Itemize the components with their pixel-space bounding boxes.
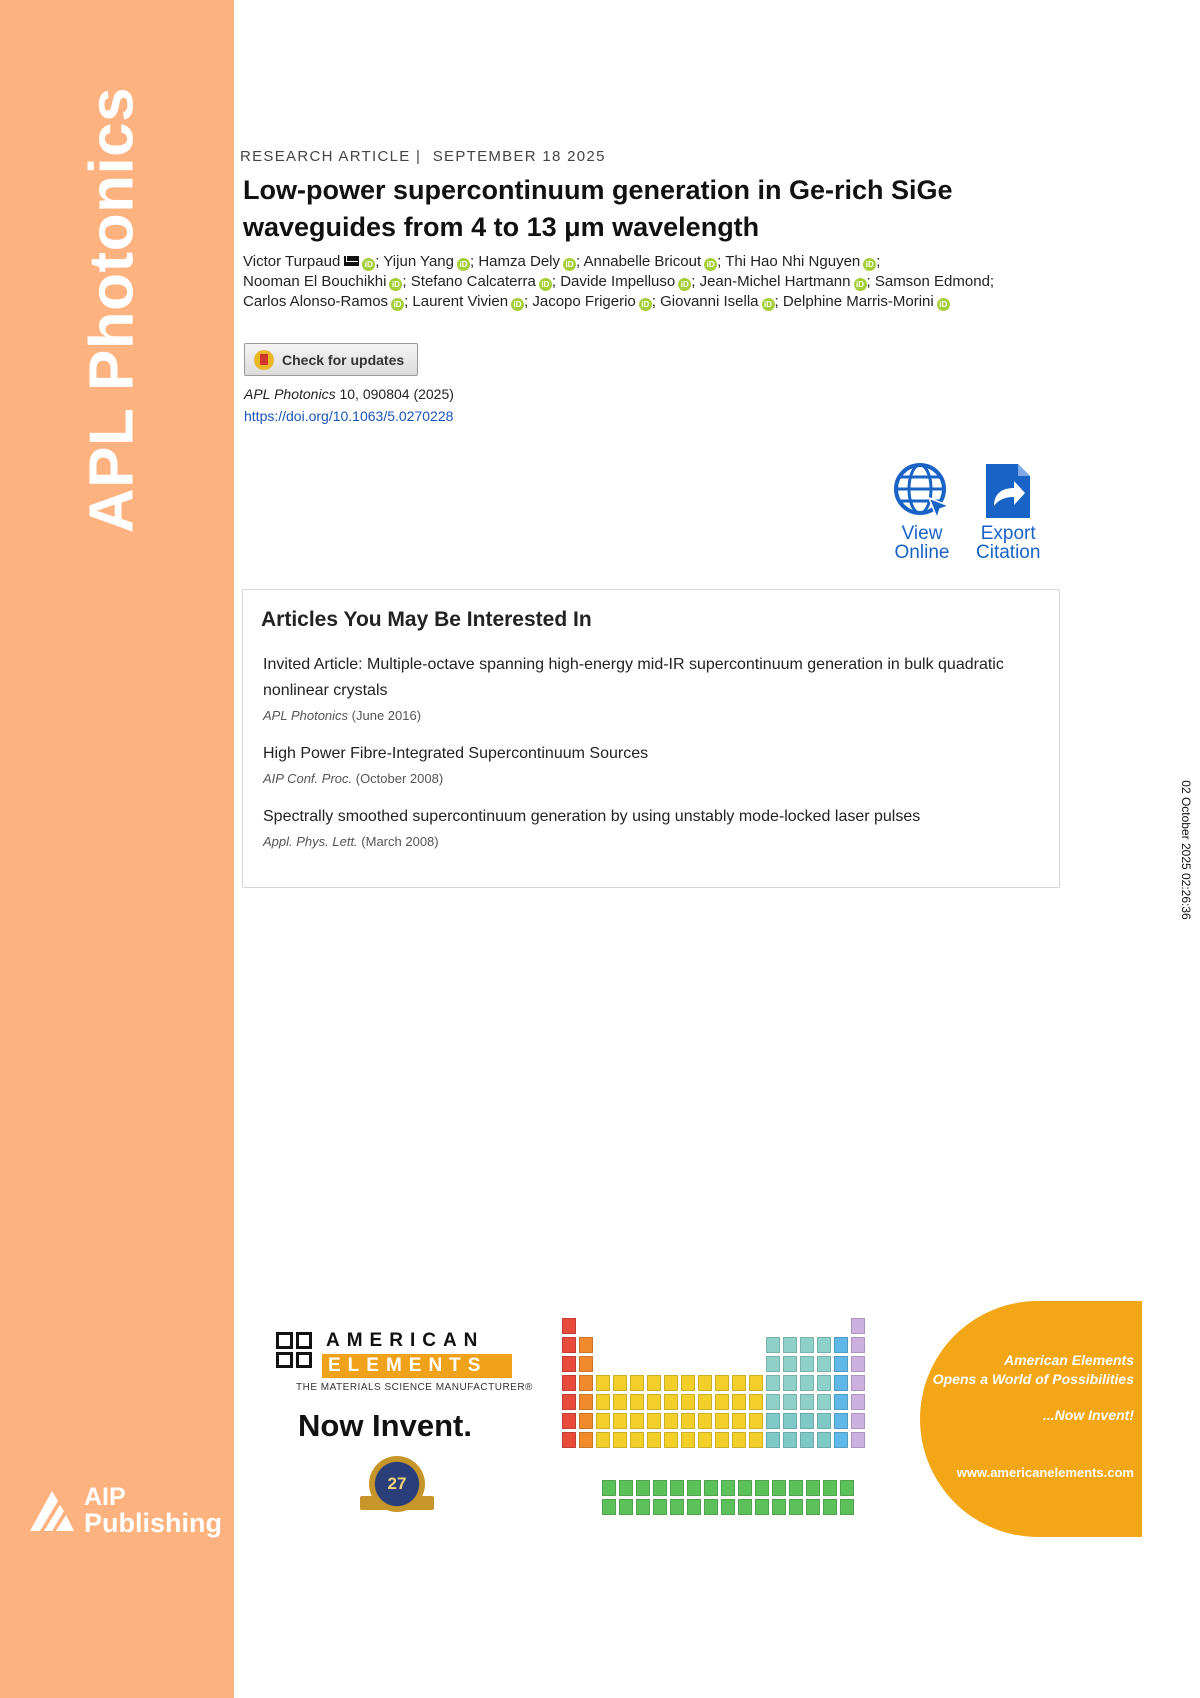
element-cell <box>647 1432 661 1448</box>
element-cell <box>800 1337 814 1353</box>
author[interactable] <box>660 293 774 310</box>
element-cell <box>772 1480 786 1496</box>
orcid-icon[interactable]: iD <box>639 298 652 311</box>
element-cell <box>613 1432 627 1448</box>
ad-now-invent: ...Now Invent! <box>1043 1407 1134 1423</box>
orcid-icon[interactable]: iD <box>762 298 775 311</box>
article-type: RESEARCH ARTICLE | <box>240 148 422 165</box>
element-cell <box>783 1375 797 1391</box>
element-cell <box>766 1394 780 1410</box>
element-cell <box>698 1432 712 1448</box>
globe-icon <box>893 462 951 520</box>
element-cell <box>817 1432 831 1448</box>
element-cell <box>800 1375 814 1391</box>
element-cell <box>834 1337 848 1353</box>
element-cell <box>579 1394 593 1410</box>
author[interactable] <box>412 293 524 310</box>
element-cell <box>562 1375 576 1391</box>
orcid-icon[interactable]: iD <box>539 278 552 291</box>
element-cell <box>823 1480 837 1496</box>
author-name[interactable]: Thi Hao Nhi Nguyen <box>725 253 861 270</box>
author[interactable] <box>783 293 950 310</box>
ad-slogan: Now Invent. <box>298 1408 472 1443</box>
export-label: Export <box>980 523 1036 544</box>
element-cell <box>698 1413 712 1429</box>
element-cell <box>619 1499 633 1515</box>
element-cell <box>579 1432 593 1448</box>
related-article-title[interactable]: Spectrally smoothed supercontinuum generation by using unstably mode-locked laser pulses <box>263 808 921 825</box>
ad-brand-line2: ELEMENTS <box>322 1354 512 1378</box>
related-article[interactable] <box>263 804 1033 849</box>
author-name[interactable]: Davide Impelluso <box>560 273 676 290</box>
element-cell <box>800 1432 814 1448</box>
view-online-button[interactable] <box>893 462 951 562</box>
element-cell <box>681 1394 695 1410</box>
element-cell <box>732 1375 746 1391</box>
related-article-date: (October 2008) <box>355 771 444 786</box>
element-cell <box>715 1413 729 1429</box>
element-cell <box>664 1432 678 1448</box>
element-cell <box>670 1499 684 1515</box>
element-cell <box>732 1394 746 1410</box>
related-articles-heading: Articles You May Be Interested In <box>261 608 592 631</box>
element-cell <box>715 1375 729 1391</box>
element-cell <box>766 1375 780 1391</box>
element-cell <box>721 1499 735 1515</box>
element-cell <box>664 1375 678 1391</box>
ad-brand-line1: AMERICAN <box>326 1330 485 1351</box>
element-cell <box>630 1394 644 1410</box>
author-name[interactable]: Laurent Vivien <box>412 293 509 310</box>
element-cell <box>562 1413 576 1429</box>
related-article-source <box>263 771 1033 786</box>
author-name[interactable]: Victor Turpaud <box>243 253 341 270</box>
article-type-line <box>240 148 606 165</box>
element-cell <box>670 1480 684 1496</box>
orcid-icon[interactable]: iD <box>704 258 717 271</box>
related-article-journal: AIP Conf. Proc. <box>263 771 353 786</box>
orcid-icon[interactable]: iD <box>563 258 576 271</box>
journal-name: APL Photonics <box>77 86 147 534</box>
element-cell <box>613 1375 627 1391</box>
author[interactable] <box>560 273 691 290</box>
element-cell <box>630 1413 644 1429</box>
element-cell <box>749 1413 763 1429</box>
element-cell <box>817 1375 831 1391</box>
element-cell <box>851 1356 865 1372</box>
element-cell <box>755 1499 769 1515</box>
author[interactable] <box>584 253 718 270</box>
element-cell <box>613 1413 627 1429</box>
author-name[interactable]: Carlos Alonso-Ramos <box>243 293 389 310</box>
element-cell <box>851 1318 865 1334</box>
element-cell <box>789 1499 803 1515</box>
element-cell <box>562 1432 576 1448</box>
element-cell <box>698 1375 712 1391</box>
element-cell <box>851 1375 865 1391</box>
element-cell <box>834 1413 848 1429</box>
element-cell <box>653 1499 667 1515</box>
online-label: Online <box>894 542 950 563</box>
element-cell <box>800 1394 814 1410</box>
related-article[interactable] <box>263 741 1033 786</box>
related-article-journal: Appl. Phys. Lett. <box>263 834 358 849</box>
element-cell <box>800 1413 814 1429</box>
element-cell <box>636 1499 650 1515</box>
journal-sidebar <box>0 0 234 1698</box>
related-article-date: (March 2008) <box>361 834 439 849</box>
author[interactable] <box>725 253 876 270</box>
email-icon[interactable] <box>344 256 359 266</box>
element-cell <box>749 1394 763 1410</box>
element-cell <box>619 1480 633 1496</box>
related-article-source <box>263 708 1033 723</box>
ad-opens-line2: Opens a World of Possibilities <box>932 1371 1134 1387</box>
element-cell <box>596 1413 610 1429</box>
element-cell <box>721 1480 735 1496</box>
element-cell <box>806 1499 820 1515</box>
export-citation-button[interactable] <box>976 462 1040 562</box>
ad-url[interactable]: www.americanelements.com <box>956 1465 1134 1480</box>
check-for-updates-label: Check for updates <box>282 351 405 368</box>
author[interactable] <box>532 293 651 310</box>
american-elements-ad[interactable] <box>266 1290 1142 1550</box>
related-article[interactable] <box>263 652 1033 723</box>
element-cell <box>834 1356 848 1372</box>
article-date: SEPTEMBER 18 2025 <box>432 148 606 165</box>
author-list: Victor Turpaud iD ; Yijun Yang iD ; Hamza Dely iD ; Annabelle Bricout iD ; Thi Hao Nhi Nguyen iD ; Nooman El Bouchikhi iD ; Stefano Calcaterra iD ; Davide Impelluso iD ; Jean-Michel Hartmann iD ; Samson Edmond; Carlos Alonso-Ramos iD ; Laurent Vivien iD ; Jacopo Frigerio iD ; Giovanni Isella iD ; Delphine Marris-Morini iD <box>243 253 995 310</box>
element-cell <box>698 1394 712 1410</box>
author-name[interactable]: Hamza Dely <box>478 253 561 270</box>
element-cell <box>840 1499 854 1515</box>
related-article-title[interactable]: Invited Article: Multiple-octave spanning high-energy mid-IR supercontinuum generation in bulk quadratic nonlinear crystals <box>263 656 1004 699</box>
author-name[interactable]: Giovanni Isella <box>660 293 759 310</box>
element-cell <box>766 1356 780 1372</box>
element-cell <box>664 1413 678 1429</box>
element-cell <box>732 1432 746 1448</box>
download-timestamp: 02 October 2025 02:26:36 <box>1179 780 1193 920</box>
element-cell <box>630 1375 644 1391</box>
orcid-icon[interactable]: iD <box>511 298 524 311</box>
element-cell <box>579 1337 593 1353</box>
view-label: View <box>901 523 943 544</box>
aip-publishing-logo[interactable] <box>28 1484 222 1536</box>
author-name[interactable]: Samson Edmond <box>874 273 990 290</box>
element-cell <box>834 1375 848 1391</box>
citation <box>244 386 454 402</box>
element-cell <box>823 1499 837 1515</box>
anniversary-seal: 27 <box>369 1456 425 1512</box>
element-cell <box>749 1432 763 1448</box>
author[interactable] <box>243 253 375 270</box>
related-article-date: (June 2016) <box>351 708 422 723</box>
publishing-logo-text: Publishing <box>84 1508 222 1538</box>
element-cell <box>579 1413 593 1429</box>
element-cell <box>681 1375 695 1391</box>
related-article-title[interactable]: High Power Fibre-Integrated Supercontinuum Sources <box>263 745 649 762</box>
ad-orange-panel <box>920 1301 1142 1537</box>
author-name[interactable]: Yijun Yang <box>383 253 454 270</box>
author-name[interactable]: Stefano Calcaterra <box>410 273 536 290</box>
element-cell <box>562 1337 576 1353</box>
author[interactable] <box>700 273 867 290</box>
element-cell <box>783 1432 797 1448</box>
author[interactable] <box>243 293 404 310</box>
element-cell <box>579 1356 593 1372</box>
author[interactable] <box>243 273 402 290</box>
element-cell <box>687 1499 701 1515</box>
orcid-icon[interactable]: iD <box>362 258 375 271</box>
element-cell <box>562 1394 576 1410</box>
orcid-icon[interactable]: iD <box>391 298 404 311</box>
author[interactable] <box>383 253 470 270</box>
element-cell <box>562 1318 576 1334</box>
element-cell <box>766 1413 780 1429</box>
element-cell <box>834 1432 848 1448</box>
element-cell <box>636 1480 650 1496</box>
ad-opens-line1: American Elements <box>1004 1352 1134 1368</box>
element-cell <box>630 1432 644 1448</box>
author-name[interactable]: Annabelle Bricout <box>583 253 702 270</box>
element-cell <box>783 1337 797 1353</box>
article-title: Low-power supercontinuum generation in Ge-rich SiGe waveguides from 4 to 13 μm wavelength <box>243 175 953 242</box>
element-cell <box>851 1394 865 1410</box>
element-cell <box>647 1413 661 1429</box>
author-name[interactable]: Delphine Marris-Morini <box>782 293 934 310</box>
element-cell <box>715 1432 729 1448</box>
element-cell <box>579 1375 593 1391</box>
element-cell <box>817 1394 831 1410</box>
author[interactable] <box>478 253 576 270</box>
aip-logo-icon <box>28 1487 76 1533</box>
element-cell <box>817 1337 831 1353</box>
element-cell <box>783 1413 797 1429</box>
related-articles-panel <box>242 589 1060 888</box>
element-cell <box>653 1480 667 1496</box>
element-cell <box>800 1356 814 1372</box>
crossmark-icon <box>254 350 274 370</box>
element-cell <box>647 1394 661 1410</box>
element-cell <box>562 1356 576 1372</box>
element-cell <box>732 1413 746 1429</box>
citation-label: Citation <box>976 542 1041 563</box>
element-cell <box>596 1394 610 1410</box>
element-cell <box>738 1480 752 1496</box>
element-cell <box>664 1394 678 1410</box>
doi-link[interactable]: https://doi.org/10.1063/5.0270228 <box>244 408 454 424</box>
element-cell <box>704 1480 718 1496</box>
element-cell <box>755 1480 769 1496</box>
element-cell <box>596 1432 610 1448</box>
element-cell <box>851 1432 865 1448</box>
element-cell <box>647 1375 661 1391</box>
author[interactable] <box>875 273 990 290</box>
element-cell <box>834 1394 848 1410</box>
element-cell <box>806 1480 820 1496</box>
element-cell <box>851 1337 865 1353</box>
element-cell <box>789 1480 803 1496</box>
related-article-source <box>263 834 1033 849</box>
author-name[interactable]: Jean-Michel Hartmann <box>699 273 851 290</box>
element-cell <box>783 1394 797 1410</box>
element-cell <box>817 1356 831 1372</box>
author[interactable] <box>411 273 552 290</box>
ad-opens-text <box>933 1351 1134 1389</box>
element-cell <box>817 1413 831 1429</box>
citation-journal: APL Photonics <box>244 386 336 402</box>
orcid-icon[interactable]: iD <box>457 258 470 271</box>
element-cell <box>738 1499 752 1515</box>
orcid-icon[interactable]: iD <box>678 278 691 291</box>
periodic-table-graphic <box>562 1318 872 1536</box>
aip-logo-text: AIP <box>84 1483 126 1511</box>
citation-volume: 10, 090804 (2025) <box>339 386 454 402</box>
american-elements-logo-icon <box>276 1332 312 1368</box>
element-cell <box>715 1394 729 1410</box>
ad-tagline: THE MATERIALS SCIENCE MANUFACTURER® <box>296 1382 533 1393</box>
element-cell <box>681 1432 695 1448</box>
orcid-icon[interactable]: iD <box>937 298 950 311</box>
element-cell <box>840 1480 854 1496</box>
element-cell <box>783 1356 797 1372</box>
element-cell <box>602 1499 616 1515</box>
author-name[interactable]: Jacopo Frigerio <box>532 293 636 310</box>
element-cell <box>766 1337 780 1353</box>
element-cell <box>766 1432 780 1448</box>
element-cell <box>602 1480 616 1496</box>
element-cell <box>704 1499 718 1515</box>
element-cell <box>749 1375 763 1391</box>
orcid-icon[interactable]: iD <box>863 258 876 271</box>
element-cell <box>772 1499 786 1515</box>
check-for-updates-button[interactable] <box>244 343 418 376</box>
element-cell <box>596 1375 610 1391</box>
element-cell <box>681 1413 695 1429</box>
element-cell <box>687 1480 701 1496</box>
orcid-icon[interactable]: iD <box>854 278 867 291</box>
related-article-journal: APL Photonics <box>263 708 349 723</box>
element-cell <box>851 1413 865 1429</box>
export-document-icon <box>984 462 1032 520</box>
element-cell <box>613 1394 627 1410</box>
author-name[interactable]: Nooman El Bouchikhi <box>243 273 387 290</box>
orcid-icon[interactable]: iD <box>389 278 402 291</box>
